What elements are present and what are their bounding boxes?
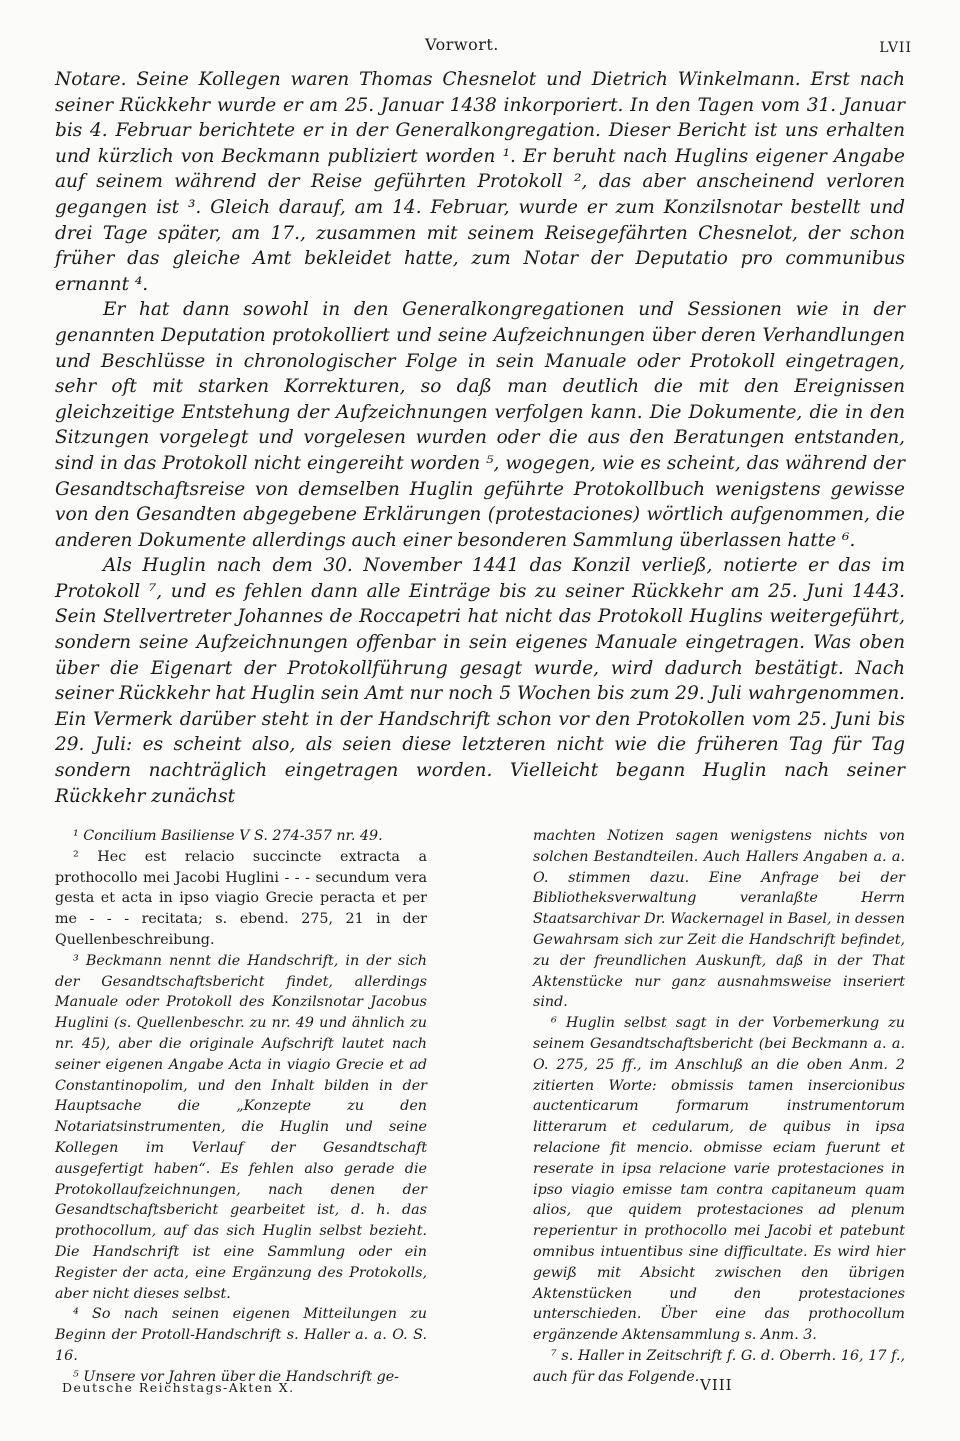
footnote: ⁴ So nach seinen eigenen Mitteilungen zu Beginn der Protoll-Handschrift s. Haller a. a. O. S. 16.	[55, 1306, 427, 1364]
main-paragraph: Als Huglin nach dem 30. November 1441 das Konzil verließ, notierte er das im Protokoll ⁷, und es fehlen dann alle Einträge bis zu seiner Rückkehr am 25. Juni 1443. Sein Stellvertreter Johannes de Roccapetri hat nicht das Protokoll Huglins weitergeführt, sondern seine Aufzeichnungen offenbar in sein eigenes Manuale eingetragen. Was oben über die Eigenart der Protokollführung gesagt wurde, wird dadurch bestätigt. Nach seiner Rückkehr hat Huglin sein Amt nur noch 5 Wochen bis zum 29. Juli wahrgenommen. Ein Vermerk darüber steht in der Handschrift schon vor den Protokollen vom 25. Juni bis 29. Juli: es scheint also, als seien diese letzteren nicht wie die früheren Tag für Tag sondern nachträglich eingetragen worden. Vielleicht begann Huglin nach seiner Rückkehr zunächst	[55, 555, 905, 807]
signature-mark: VIII	[700, 1376, 733, 1394]
header-title: Vorwort.	[425, 35, 499, 54]
footnote: ⁵ Unsere vor Jahren über die Handschrift ge-	[73, 1368, 400, 1385]
footnote: ² Hec est relacio succincte extracta a prothocollo mei Jacobi Huglini - - - secundum vera gesta et acta in ipso viagio Grecie peracta et per me - - - recitata; s. ebend. 275, 21 in der Quellenbeschreibung.	[55, 848, 427, 948]
publication-title: Deutsche Reichstags-Akten X.	[62, 1380, 295, 1395]
footnotes	[55, 826, 905, 1388]
footnote: ³ Beckmann nennt die Handschrift, in der sich der Gesandtschaftsbericht findet, allerdings Manuale oder Protokoll des Konzilsnotar Jacobus Huglini (s. Quellenbeschr. zu nr. 49 und ähnlich zu nr. 45), aber die originale Aufschrift lautet nach seiner eigenen Angabe Acta in viagio Grecie et ad Constantinopolim, und den Inhalt bilden in der Hauptsache die „Konzepte zu den Notariatsinstrumenten, die Huglin und seine Kollegen im Verlauf der Gesandtschaft ausgefertigt haben“. Es fehlen also gerade die Protokollaufzeichnungen, nach denen der Gesandtschaftsbericht gearbeitet ist, d. h. das prothocollum, auf das sich Huglin selbst bezieht. Die Handschrift ist eine Sammlung oder ein Register der acta, eine Ergänzung des Protokolls, aber nicht dieses selbst.	[55, 952, 427, 1302]
page-number: LVII	[879, 40, 912, 56]
footnote: ⁶ Huglin selbst sagt in der Vorbemerkung zu seinem Gesandtschaftsbericht (bei Beckmann a. a. O. 275, 25 ff., im Anschluß an die oben Anm. 2 zitierten Worte: obmissis tamen insercionibus auctenticarum formarum instrumentorum litterarum et cedularum, de quibus in ipsa relacione fit mencio. obmisse eciam fuerunt et reserate in ipsa relacione varie protestaciones in ipso viagio emisse tam contra capitaneum quam alios, que quidem protestaciones ad plenum reperientur in prothocollo mei Jacobi et patebunt omnibus intuentibus sine difficultate. Es wird hier gewiß mit Absicht zwischen den übrigen Aktenstücken und den protestaciones unterschieden. Über eine das prothocollum ergänzende Aktensammlung s. Anm. 3.	[533, 1015, 905, 1344]
main-paragraph: Er hat dann sowohl in den Generalkongregationen und Sessionen wie in der genannten Deputation protokolliert und seine Aufzeichnungen über deren Verhandlungen und Beschlüsse in chronologischer Folge in sein Manuale oder Protokoll eingetragen, sehr oft mit starken Korrekturen, so daß man deutlich die mit den Ereignissen gleichzeitige Entstehung der Aufzeichnungen verfolgen kann. Die Dokumente, die in den Sitzungen vorgelegt und vorgelesen wurden oder die aus den Beratungen entstanden, sind in das Protokoll nicht eingereiht worden ⁵, wogegen, wie es scheint, das während der Gesandtschaftsreise von demselben Huglin geführte Protokollbuch wenigstens gewisse von den Gesandten abgegebene Erklärungen (protestaciones) wörtlich aufgenommen, die anderen Dokumente allerdings auch einer besonderen Sammlung überlassen hatte ⁶.	[55, 299, 905, 551]
footnote: ¹ Concilium Basiliense V S. 274-357 nr. 49.	[73, 828, 383, 844]
main-paragraph: Notare. Seine Kollegen waren Thomas Chesnelot und Dietrich Winkelmann. Erst nach seiner Rückkehr wurde er am 25. Januar 1438 inkorporiert. In den Tagen vom 31. Januar bis 4. Februar berichtete er in der Generalkongregation. Dieser Bericht ist uns erhalten und kürzlich von Beckmann publiziert worden ¹. Er beruht nach Huglins eigener Angabe auf seinem während der Reise geführten Protokoll ², das aber anscheinend verloren gegangen ist ³. Gleich darauf, am 14. Februar, wurde er zum Konzilsnotar bestellt und drei Tage später, am 17., zusammen mit seinem Reisegefährten Chesnelot, der schon früher das gleiche Amt bekleidet hatte, zum Notar der Deputatio pro communibus ernannt ⁴.	[55, 69, 905, 295]
running-head	[0, 30, 960, 58]
footnote-continuation: machten Notizen sagen wenigstens nichts von solchen Bestandteilen. Auch Hallers Angaben a. a. O. stimmen dazu. Eine Anfrage bei der Bibliotheksverwaltung veranlaßte Herrn Staatsarchivar Dr. Wackernagel in Basel, in dessen Gewahrsam sich zur Zeit die Handschrift befindet, zu der freundlichen Auskunft, daß in der That Aktenstücke nur ganz ausnahmsweise inseriert sind.	[533, 828, 905, 1011]
footnotes-left-column	[55, 826, 427, 1388]
main-text	[55, 67, 905, 809]
footnotes-right-column	[533, 826, 905, 1388]
footnote: ⁷ s. Haller in Zeitschrift f. G. d. Oberrh. 16, 17 f., auch für das Folgende.	[533, 1347, 905, 1385]
